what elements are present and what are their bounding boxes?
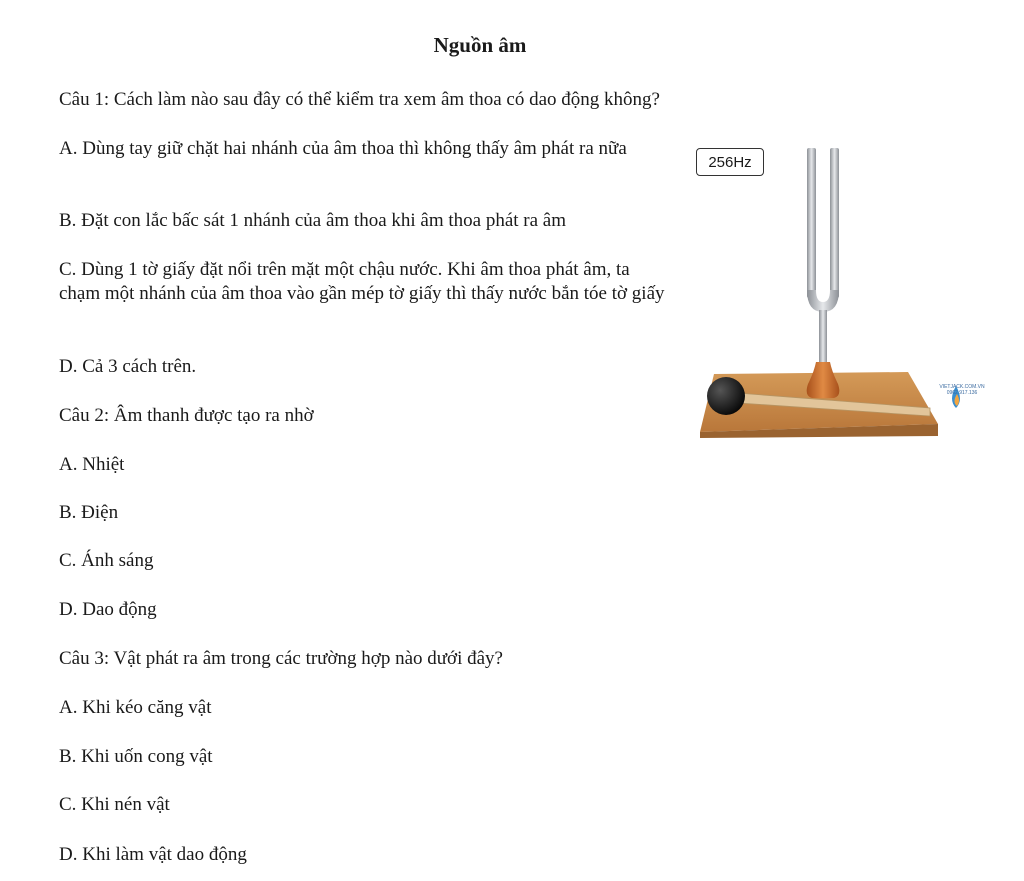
question-1-option-d: D. Cả 3 cách trên. <box>59 356 197 377</box>
question-1-option-c: C. Dùng 1 tờ giấy đặt nổi trên mặt một chậu nước. Khi âm thoa phát âm, ta chạm một nhánh của âm thoa vào gần mép tờ giấy thì thấy nước bắn tóe tờ giấy <box>59 259 665 304</box>
question-2-option-a: A. Nhiệt <box>59 454 125 475</box>
question-1-option-a: A. Dùng tay giữ chặt hai nhánh của âm thoa thì không thấy âm phát ra nữa <box>59 138 627 159</box>
fork-stand <box>807 362 840 398</box>
question-2-option-c: C. Ánh sáng <box>59 550 154 571</box>
page-title: Nguồn âm <box>433 33 527 57</box>
question-3-option-b: B. Khi uốn cong vật <box>59 746 213 767</box>
watermark-line-2: 0962.917.136 <box>946 390 978 396</box>
watermark-line-1: VIETJACK.COM.VN <box>939 384 985 390</box>
frequency-label: 256Hz <box>696 148 764 176</box>
question-1-option-b: B. Đặt con lắc bấc sát 1 nhánh của âm thoa khi âm thoa phát ra âm <box>59 210 567 231</box>
fork-stem <box>819 310 827 366</box>
question-2-prompt: Câu 2: Âm thanh được tạo ra nhờ <box>59 405 314 426</box>
question-2-option-b: B. Điện <box>59 502 119 523</box>
question-1-prompt: Câu 1: Cách làm nào sau đây có thể kiểm tra xem âm thoa có dao động không? <box>59 89 660 110</box>
question-3-prompt: Câu 3: Vật phát ra âm trong các trường hợp nào dưới đây? <box>59 648 503 669</box>
question-3-option-d: D. Khi làm vật dao động <box>59 844 247 865</box>
question-3-option-c: C. Khi nén vật <box>59 794 170 815</box>
watermark-text <box>934 384 990 396</box>
tuning-fork-illustration <box>690 140 990 445</box>
fork-bend <box>807 290 839 312</box>
fork-prong-right <box>830 148 839 298</box>
fork-prong-left <box>807 148 816 298</box>
question-2-option-d: D. Dao động <box>59 599 157 620</box>
question-3-option-a: A. Khi kéo căng vật <box>59 697 212 718</box>
mallet-head <box>707 377 745 415</box>
tuning-fork-figure <box>690 140 990 445</box>
